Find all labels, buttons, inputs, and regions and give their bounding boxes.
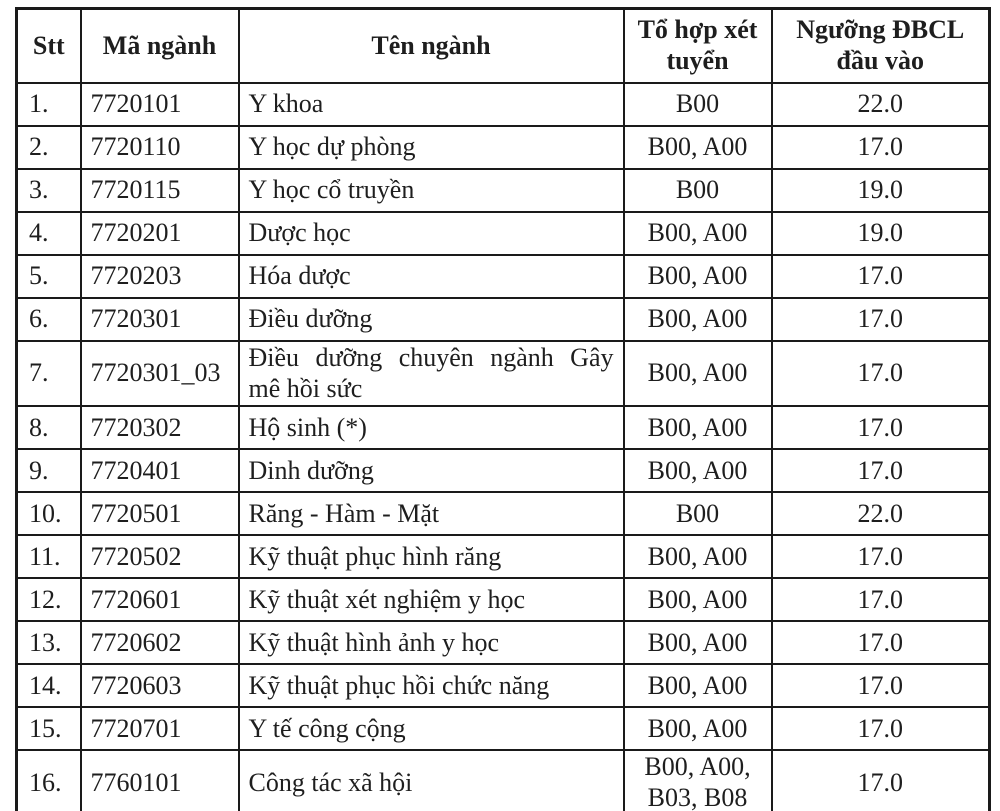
cell-ma-nganh: 7720601 [81, 578, 239, 621]
table-row [17, 298, 990, 341]
cell-stt: 12. [17, 578, 81, 621]
cell-nguong: 19.0 [772, 212, 990, 255]
cell-to-hop: B00, A00 [624, 212, 772, 255]
cell-stt: 10. [17, 492, 81, 535]
cell-stt: 1. [17, 83, 81, 126]
table-row [17, 449, 990, 492]
cell-ten-nganh: Y học dự phòng [239, 126, 624, 169]
cell-stt: 7. [17, 341, 81, 406]
cell-ma-nganh: 7720502 [81, 535, 239, 578]
table-row [17, 664, 990, 707]
cell-ma-nganh: 7720301 [81, 298, 239, 341]
cell-ten-nganh: Dinh dưỡng [239, 449, 624, 492]
cell-nguong: 17.0 [772, 255, 990, 298]
cell-nguong: 22.0 [772, 492, 990, 535]
cell-to-hop: B00, A00 [624, 406, 772, 449]
cell-stt: 4. [17, 212, 81, 255]
table-body [17, 83, 990, 811]
column-header-ma-nganh: Mã ngành [81, 9, 239, 84]
cell-ten-nganh: Kỹ thuật xét nghiệm y học [239, 578, 624, 621]
cell-ten-nganh: Răng - Hàm - Mặt [239, 492, 624, 535]
cell-nguong: 19.0 [772, 169, 990, 212]
cell-to-hop: B00, A00 [624, 578, 772, 621]
table-row [17, 750, 990, 811]
cell-to-hop: B00, A00 [624, 255, 772, 298]
cell-ma-nganh: 7720602 [81, 621, 239, 664]
cell-nguong: 17.0 [772, 621, 990, 664]
cell-to-hop: B00, A00 [624, 621, 772, 664]
cell-stt: 11. [17, 535, 81, 578]
column-header-to-hop: Tổ hợp xét tuyển [624, 9, 772, 84]
cell-stt: 5. [17, 255, 81, 298]
cell-nguong: 17.0 [772, 298, 990, 341]
cell-to-hop: B00, A00 [624, 298, 772, 341]
cell-to-hop: B00, A00 [624, 126, 772, 169]
cell-to-hop: B00, A00 [624, 449, 772, 492]
cell-stt: 15. [17, 707, 81, 750]
cell-ma-nganh: 7720115 [81, 169, 239, 212]
column-header-stt: Stt [17, 9, 81, 84]
cell-ma-nganh: 7720603 [81, 664, 239, 707]
cell-nguong: 17.0 [772, 126, 990, 169]
cell-nguong: 17.0 [772, 406, 990, 449]
header-row [17, 9, 990, 84]
cell-ma-nganh: 7720301_03 [81, 341, 239, 406]
cell-to-hop: B00 [624, 169, 772, 212]
cell-ma-nganh: 7720201 [81, 212, 239, 255]
cell-nguong: 17.0 [772, 341, 990, 406]
cell-ten-nganh: Y học cổ truyền [239, 169, 624, 212]
cell-ten-nganh: Y tế công cộng [239, 707, 624, 750]
cell-ma-nganh: 7720401 [81, 449, 239, 492]
cell-to-hop: B00, A00 [624, 341, 772, 406]
cell-ma-nganh: 7720110 [81, 126, 239, 169]
cell-to-hop: B00 [624, 83, 772, 126]
cell-nguong: 17.0 [772, 664, 990, 707]
cell-nguong: 17.0 [772, 449, 990, 492]
cell-ten-nganh: Công tác xã hội [239, 750, 624, 811]
cell-stt: 16. [17, 750, 81, 811]
cell-stt: 9. [17, 449, 81, 492]
table-row [17, 492, 990, 535]
table-row [17, 83, 990, 126]
column-header-nguong: Ngưỡng ĐBCL đầu vào [772, 9, 990, 84]
cell-stt: 2. [17, 126, 81, 169]
cell-to-hop: B00, A00 [624, 707, 772, 750]
table-row [17, 255, 990, 298]
cell-nguong: 22.0 [772, 83, 990, 126]
cell-nguong: 17.0 [772, 750, 990, 811]
table-row [17, 406, 990, 449]
column-header-ten-nganh: Tên ngành [239, 9, 624, 84]
table-row [17, 126, 990, 169]
cell-to-hop: B00 [624, 492, 772, 535]
cell-ten-nganh: Kỹ thuật phục hình răng [239, 535, 624, 578]
table-row [17, 535, 990, 578]
cell-ma-nganh: 7720203 [81, 255, 239, 298]
cell-stt: 14. [17, 664, 81, 707]
cell-to-hop: B00, A00 [624, 535, 772, 578]
table-row [17, 212, 990, 255]
cell-stt: 3. [17, 169, 81, 212]
table-row [17, 707, 990, 750]
admissions-table [15, 7, 991, 811]
table-row [17, 169, 990, 212]
cell-nguong: 17.0 [772, 707, 990, 750]
cell-ten-nganh: Điều dưỡng chuyên ngành Gây mê hồi sức [239, 341, 624, 406]
cell-stt: 6. [17, 298, 81, 341]
cell-ten-nganh: Điều dưỡng [239, 298, 624, 341]
cell-ten-nganh: Y khoa [239, 83, 624, 126]
cell-ten-nganh: Hộ sinh (*) [239, 406, 624, 449]
cell-ma-nganh: 7720302 [81, 406, 239, 449]
cell-to-hop: B00, A00 [624, 664, 772, 707]
table-row [17, 621, 990, 664]
table-row [17, 578, 990, 621]
cell-nguong: 17.0 [772, 535, 990, 578]
cell-ma-nganh: 7720101 [81, 83, 239, 126]
cell-ten-nganh: Kỹ thuật hình ảnh y học [239, 621, 624, 664]
cell-ten-nganh: Hóa dược [239, 255, 624, 298]
cell-ma-nganh: 7760101 [81, 750, 239, 811]
cell-stt: 8. [17, 406, 81, 449]
cell-nguong: 17.0 [772, 578, 990, 621]
cell-ma-nganh: 7720701 [81, 707, 239, 750]
cell-to-hop: B00, A00, B03, B08 [624, 750, 772, 811]
cell-ten-nganh: Kỹ thuật phục hồi chức năng [239, 664, 624, 707]
cell-ten-nganh: Dược học [239, 212, 624, 255]
table-row [17, 341, 990, 406]
cell-stt: 13. [17, 621, 81, 664]
cell-ma-nganh: 7720501 [81, 492, 239, 535]
